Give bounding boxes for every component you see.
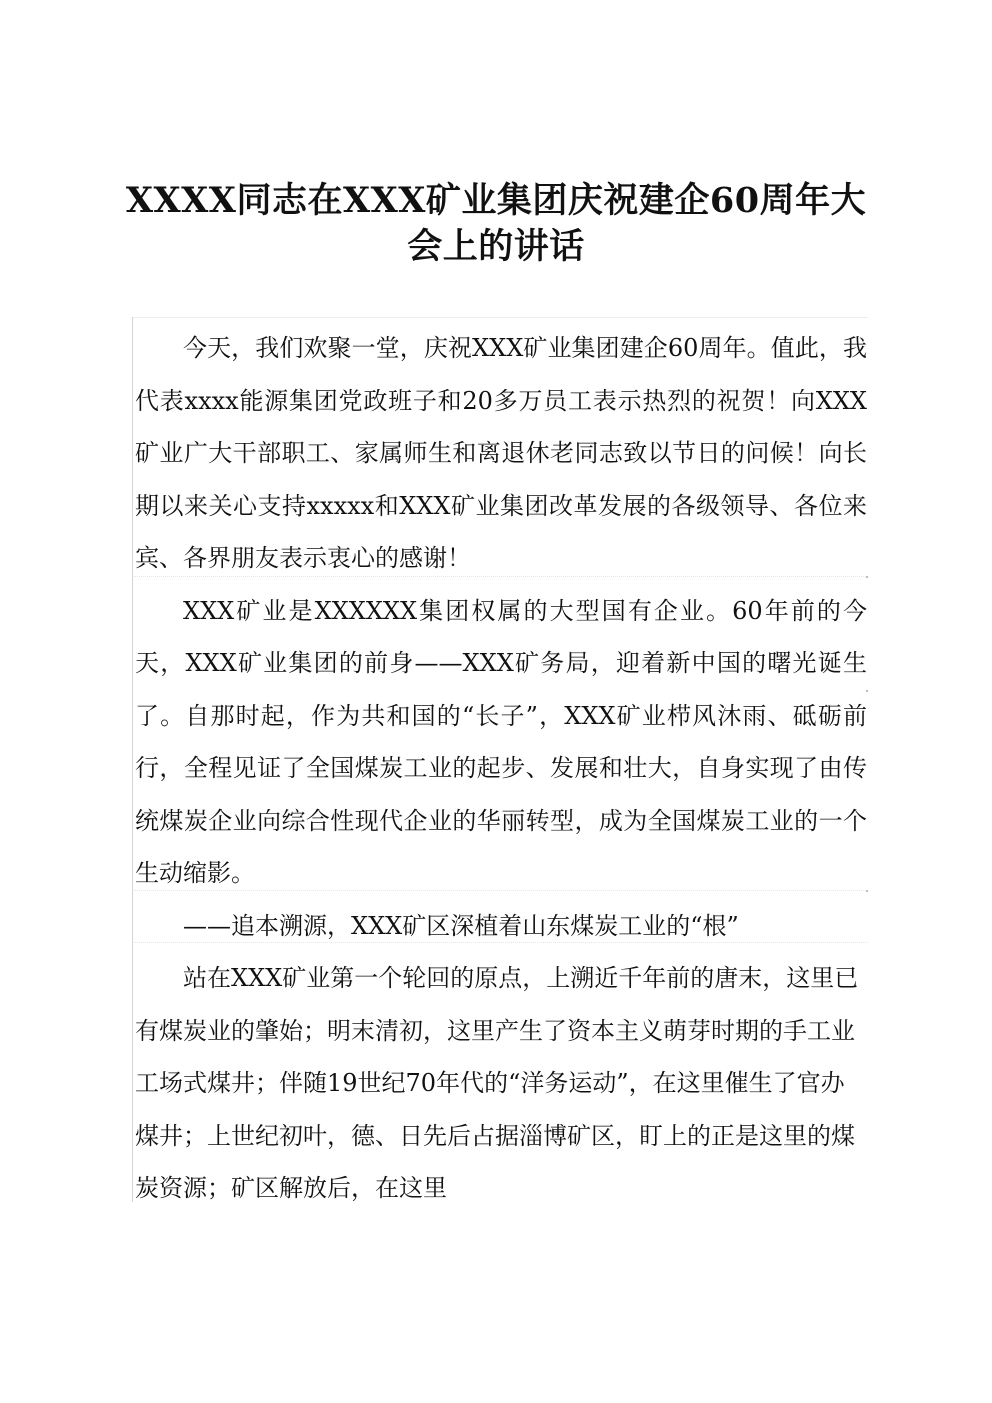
paragraph-history: XXX矿业是XXXXXX集团权属的大型国有企业。60年前的今天，XXX矿业集团的前身——XXX矿务局，迎着新中国的曙光诞生了。自那时起，作为共和国的“长子”，XXX矿业栉风沐雨、砥砺前行，全程见证了全国煤炭工业的起步、发展和壮大，自身实现了由传统煤炭企业向综合性现代企业的华丽转型，成为全国煤炭工业的一个生动缩影。 bbox=[135, 596, 867, 887]
paragraph-greeting: 今天，我们欢聚一堂，庆祝XXX矿业集团建企60周年。值此，我代表xxxx能源集团党政班子和20多万员工表示热烈的祝贺！向XXX矿业广大干部职工、家属师生和离退休老同志致以节日的问候！向长期以来关心支持xxxxx和XXX矿业集团改革发展的各级领导、各位来宾、各界朋友表示衷心的感谢！ bbox=[135, 334, 867, 572]
title-line-1: XXXX同志在XXX矿业集团庆祝建企60周年大 bbox=[125, 180, 867, 221]
document-title bbox=[100, 178, 892, 270]
speech-body bbox=[135, 322, 867, 1215]
title-line-2: 会上的讲话 bbox=[407, 226, 585, 267]
section-heading: ——追本溯源，XXX矿区深植着山东煤炭工业的“根” bbox=[183, 911, 739, 940]
paragraph-origins: 站在XXX矿业第一个轮回的原点，上溯近千年前的唐末，这里已有煤炭业的肇始；明末清初，这里产生了资本主义萌芽时期的手工业工场式煤井；伴随19世纪70年代的“洋务运动”，在这里催生了官办煤井；上世纪初叶，德、日先后占据淄博矿区，盯上的正是这里的煤炭资源；矿区解放后，在这里 bbox=[135, 964, 859, 1202]
